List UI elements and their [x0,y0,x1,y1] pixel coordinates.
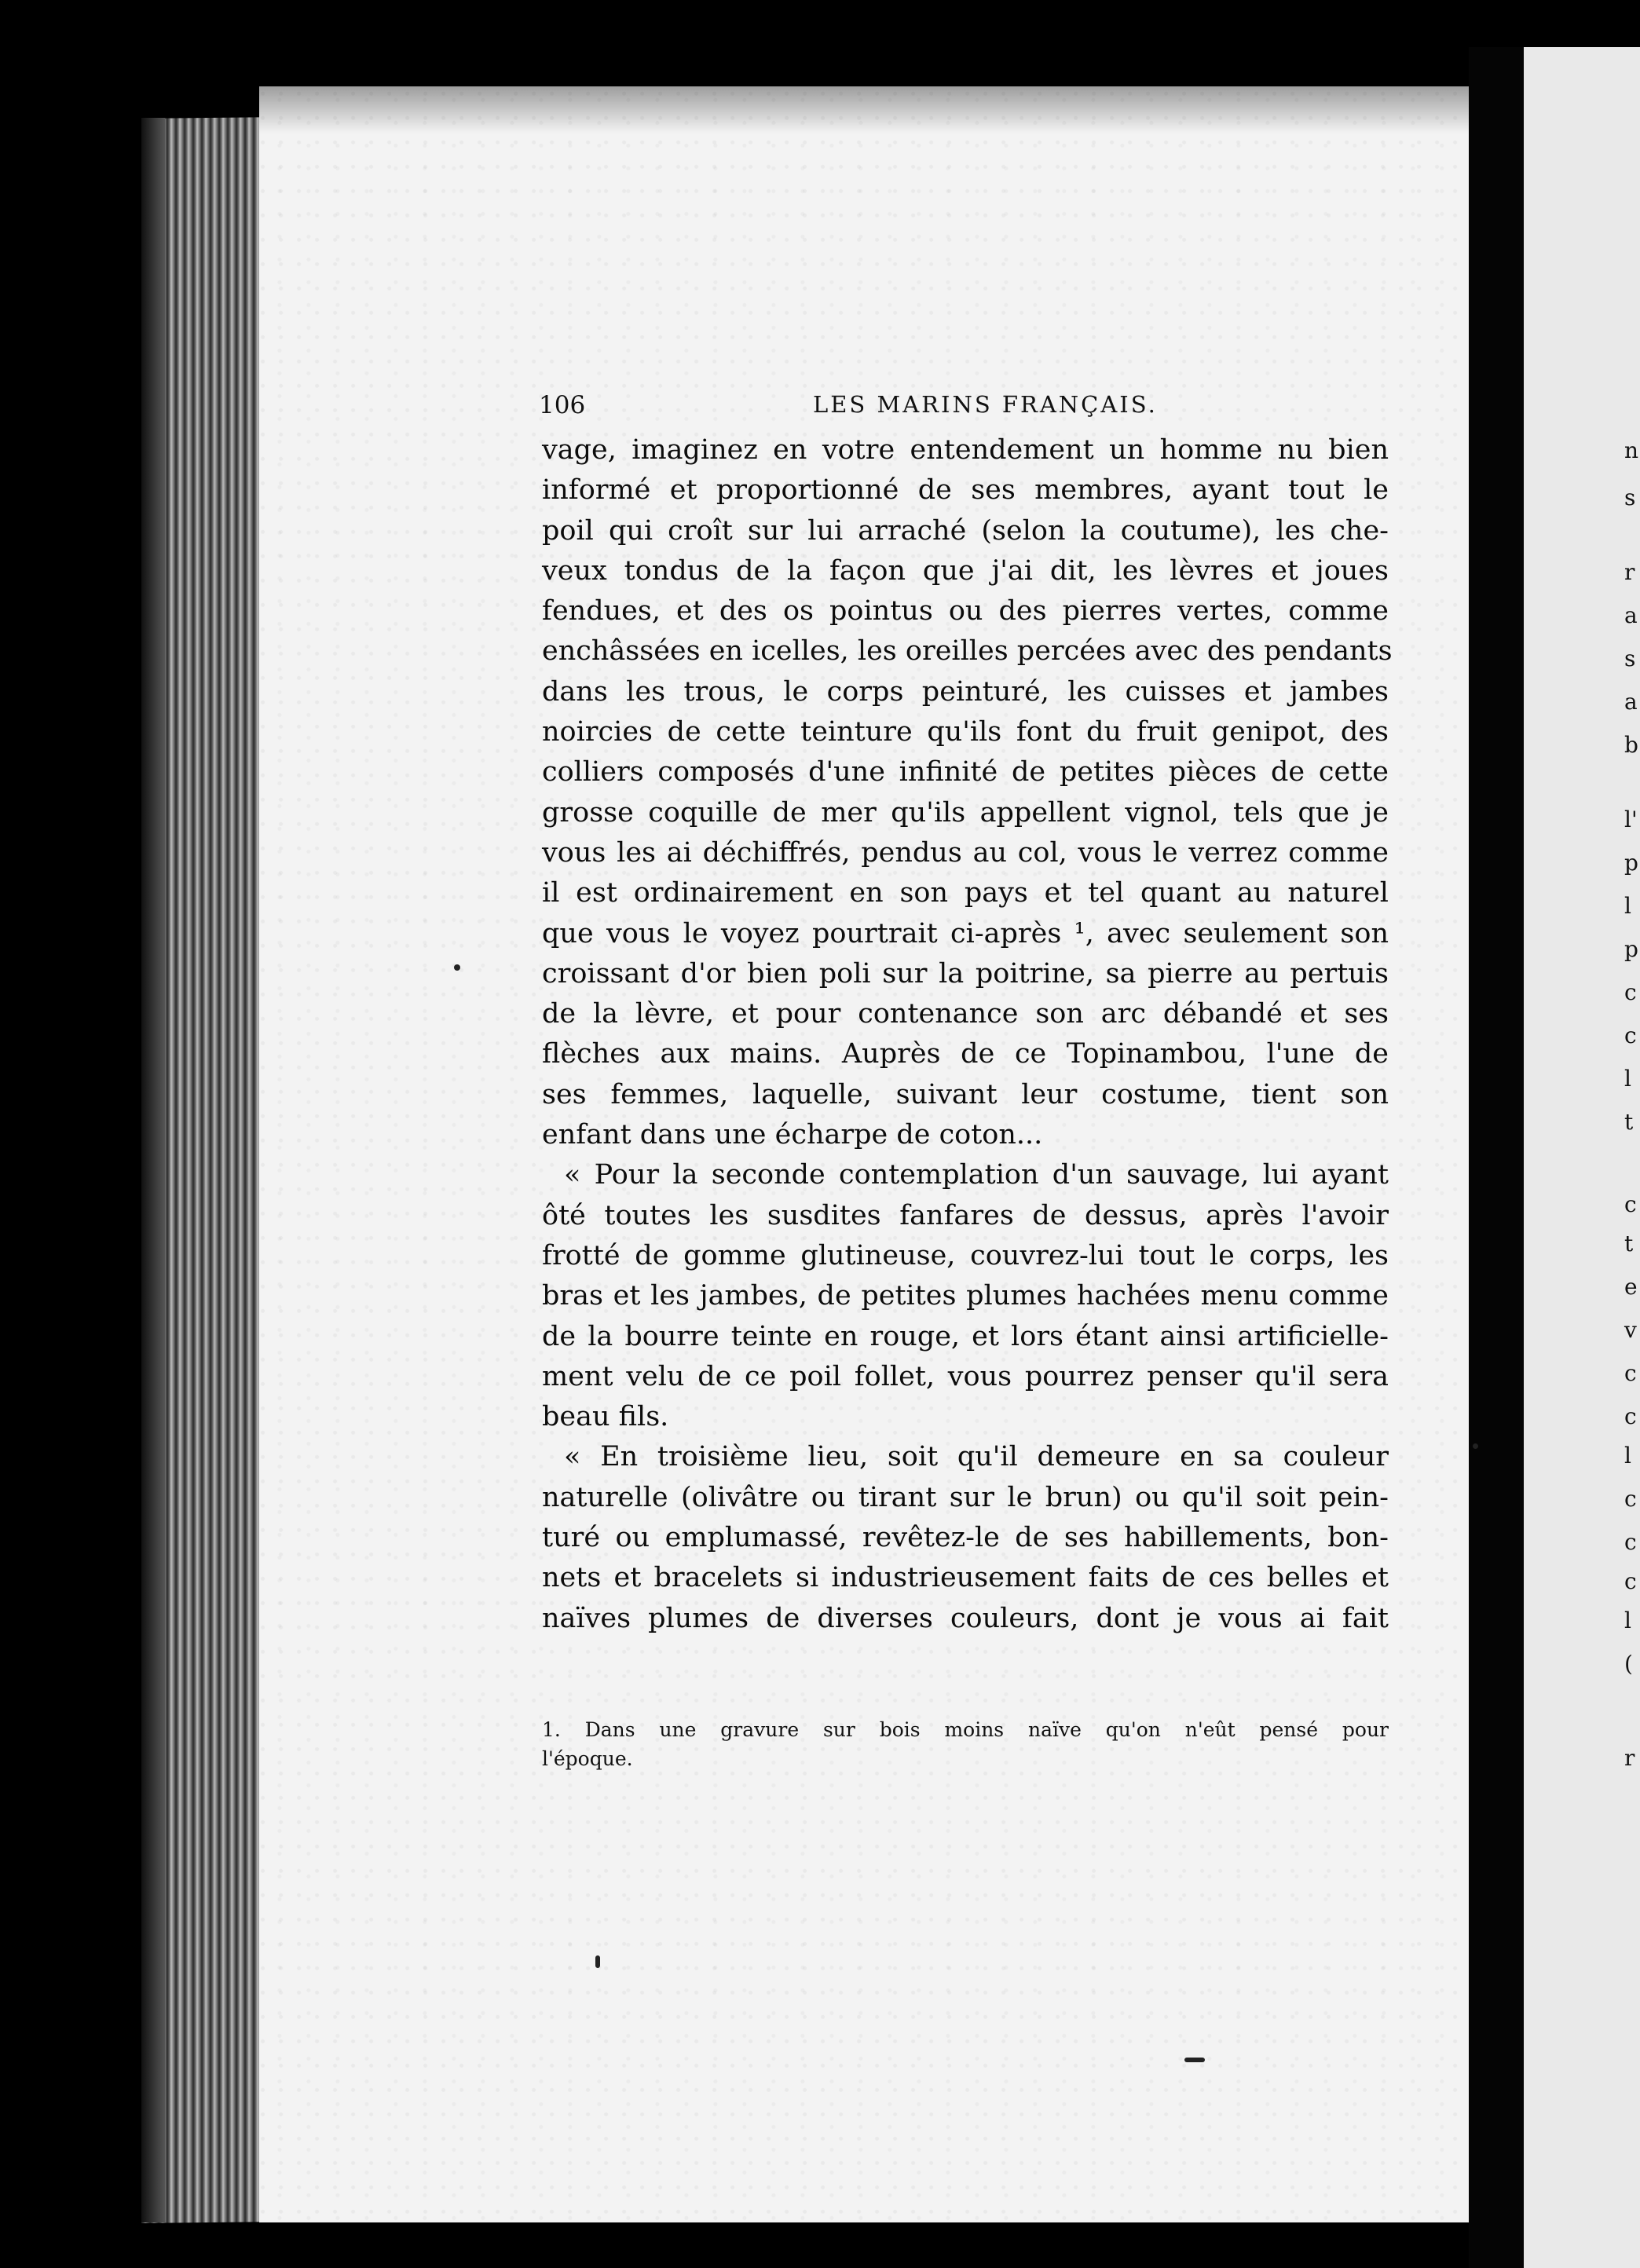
right-page-fragment: c [1624,1568,1637,1594]
footnote-line: l'époque. [542,1747,633,1770]
right-page-fragment: l [1624,1066,1631,1092]
body-line: naïves plumes de diverses couleurs, dont je vous ai fait [542,1602,1389,1634]
body-line: de la bourre teinte en rouge, et lors étant ainsi artificielle- [542,1320,1389,1352]
running-title: LES MARINS FRANÇAIS. [813,391,1158,418]
right-page-fragment: c [1624,1191,1637,1217]
right-page-fragment: v [1624,1317,1637,1343]
right-page-fragment: s [1624,646,1636,671]
body-line: « Pour la seconde contemplation d'un sauvage, lui ayant [564,1159,1389,1191]
right-page-fragment: e [1624,1274,1638,1300]
right-page-fragment: l [1624,1608,1631,1633]
right-page-fragment: c [1624,979,1637,1005]
binding-gutter [1469,47,1524,2268]
body-line: enfant dans une écharpe de coton... [542,1119,1043,1151]
body-line: beau fils. [542,1401,669,1433]
right-page-fragment: l [1624,1443,1631,1469]
ink-speck [454,964,460,971]
body-line: frotté de gomme glutineuse, couvrez-lui tout le corps, les [542,1239,1389,1271]
body-line: flèches aux mains. Auprès de ce Topinambou, l'une de [542,1038,1389,1070]
body-text [542,430,1393,1639]
body-line: noircies de cette teinture qu'ils font du fruit genipot, des [542,716,1389,748]
body-line: « En troisième lieu, soit qu'il demeure en sa couleur [564,1441,1389,1473]
right-page-fragment: l [1624,893,1631,919]
right-page-fragment: c [1624,1529,1637,1555]
body-line: colliers composés d'une infinité de petites pièces de cette [542,756,1389,788]
right-page-fragment: l' [1624,807,1638,832]
body-line: ses femmes, laquelle, suivant leur costume, tient son [542,1078,1389,1110]
right-page-fragment: p [1624,850,1638,876]
right-page-fragment: c [1624,1360,1637,1386]
body-line: informé et proportionné de ses membres, ayant tout le [542,474,1389,507]
body-line: nets et bracelets si industrieusement faits de ces belles et [542,1562,1389,1594]
page-number: 106 [539,391,586,419]
body-line: naturelle (olivâtre ou tirant sur le brun) ou qu'il soit pein- [542,1481,1389,1513]
body-line: vage, imaginez en votre entendement un homme nu bien [542,434,1389,466]
body-line: ôté toutes les susdites fanfares de dessus, après l'avoir [542,1199,1389,1231]
right-page-fragment: c [1624,1486,1637,1512]
body-line: poil qui croît sur lui arraché (selon la coutume), les che- [542,514,1389,547]
body-line: fendues, et des os pointus ou des pierres vertes, comme [542,595,1389,627]
right-page-fragment: r [1624,559,1635,585]
body-line: dans les trous, le corps peinturé, les cuisses et jambes [542,675,1389,708]
right-page-fragment: c [1624,1403,1637,1429]
ink-speck [1473,1443,1478,1449]
right-page [1524,47,1640,2268]
body-line: grosse coquille de mer qu'ils appellent vignol, tels que je [542,796,1389,829]
footnote [542,1715,1389,1773]
ink-speck [595,1955,600,1968]
right-page-fragment: n [1624,437,1639,463]
body-line: de la lèvre, et pour contenance son arc débandé et ses [542,998,1389,1030]
body-line: veux tondus de la façon que j'ai dit, les lèvres et joues [542,554,1389,587]
right-page-fragment: b [1624,732,1638,758]
body-line: ment velu de ce poil follet, vous pourrez penser qu'il sera [542,1360,1389,1392]
right-page-fragment: t [1624,1109,1634,1135]
right-page-fragment: c [1624,1022,1637,1048]
body-line: turé ou emplumassé, revêtez-le de ses habillements, bon- [542,1522,1389,1554]
body-line: croissant d'or bien poli sur la poitrine, sa pierre au pertuis [542,957,1389,990]
right-page-fragment: ( [1624,1651,1633,1677]
footnote-line: 1. Dans une gravure sur bois moins naïve qu'on n'eût pensé pour [542,1718,1389,1741]
right-page-fragment: r [1624,1745,1635,1771]
ink-speck [1184,2058,1205,2062]
body-line: que vous le voyez pourtrait ci-après ¹, avec seulement son [542,917,1389,949]
page-top-shadow [259,86,1469,134]
right-page-fragment: a [1624,689,1638,715]
right-page-fragment: p [1624,936,1638,962]
right-page-fragment: s [1624,485,1636,510]
right-page-fragment: t [1624,1231,1634,1257]
body-line: il est ordinairement en son pays et tel quant au naturel [542,877,1389,909]
body-line: bras et les jambes, de petites plumes hachées menu comme [542,1280,1389,1312]
right-page-fragment: a [1624,602,1638,628]
page-edges-shadow [141,118,165,2222]
body-line: enchâssées en icelles, les oreilles percées avec des pendants [542,635,1393,668]
body-line: vous les ai déchiffrés, pendus au col, vous le verrez comme [542,836,1389,869]
